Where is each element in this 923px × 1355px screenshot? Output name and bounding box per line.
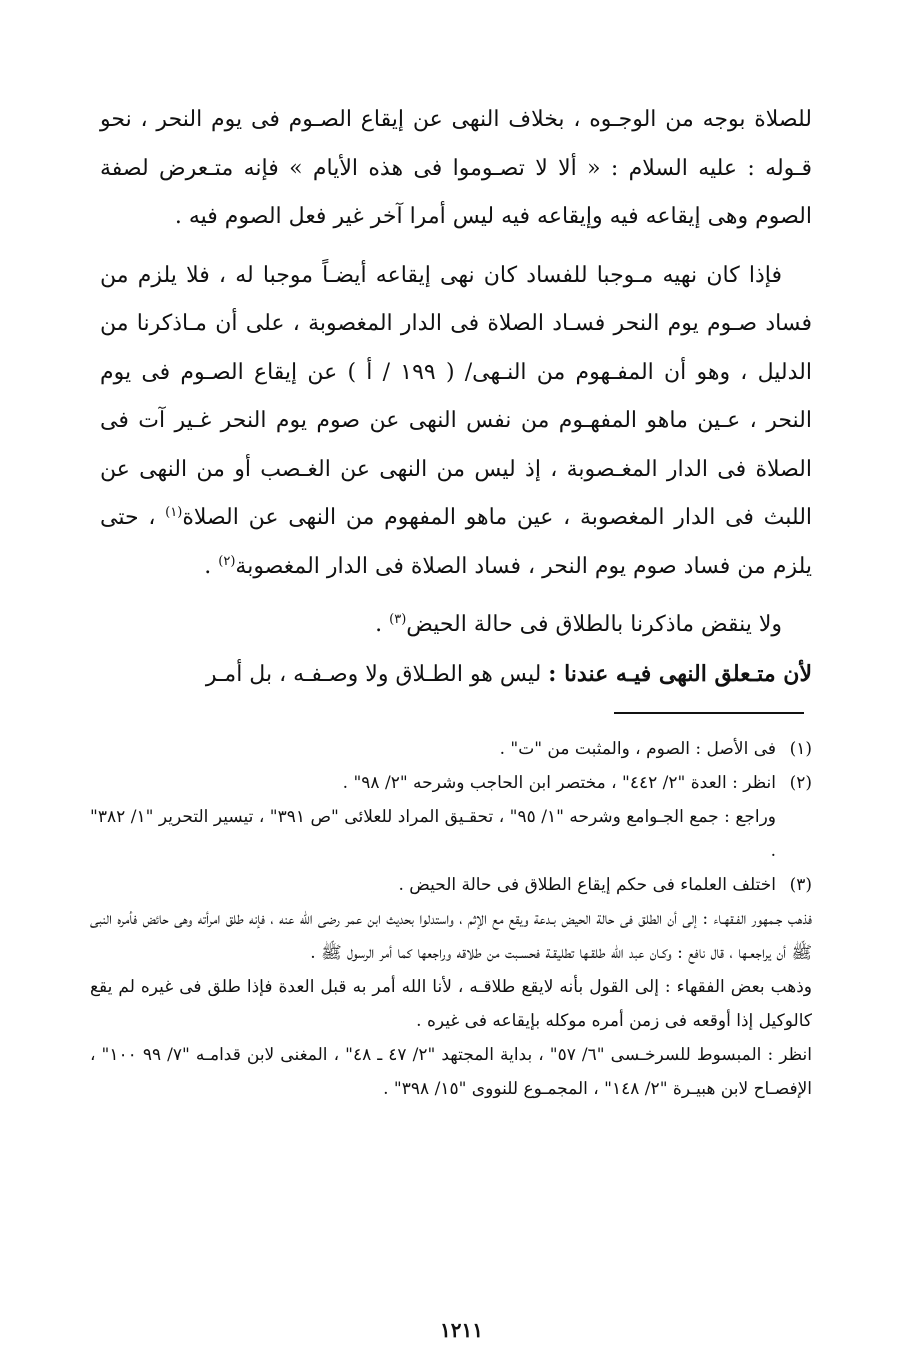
footnotes <box>90 732 812 1106</box>
footnote-ref-1: (١) <box>165 505 183 520</box>
paragraph-2 <box>100 252 812 592</box>
footnote-1-text: فى الأصل : الصوم ، والمثبت من "ت" . <box>499 739 776 759</box>
footnote-separator <box>614 712 804 714</box>
paragraph-4-heading: لأن متـعلق النهى فيـه عندنا : <box>548 660 812 687</box>
footnote-ref-2: (٢) <box>218 553 236 569</box>
footnote-2-number: (٢) <box>789 773 812 793</box>
footnote-3-text-b: فذهب جـمهور الفـقهـاء : إلى أن الطلق فى حالة الحيض بـدعة ويقع مع الإثم ، واستدلوا بحديث ابن عمر رضى الله عنه ، فإنه طلق امرأته وهى حائض فأمره النبى ﷺ أن يراجعـها ، قال نافع : وكـان عبد الله طلقـها تطليقـة فحسـبت من طلاقه وراجعها كما أمر الرسول ﷺ . <box>90 909 812 963</box>
page-number: ١٢١١ <box>440 1318 483 1342</box>
footnote-2 <box>90 766 812 800</box>
footnote-3-text-c: وذهب بعض الفقهاء : إلى القول بأنه لايقع طلاقـه ، لأنا الله أمر به قبل العدة فإذا طلق فى غيره لم يقع كالوكيل إذا أوقعه فى زمن أمره موكله بإيقاعه فى غيره . <box>90 977 813 1031</box>
paragraph-4 <box>100 650 812 700</box>
footnote-1-number: (١) <box>789 739 812 759</box>
paragraph-3 <box>100 601 812 650</box>
paragraph-4-text: ليس هو الطـلاق ولا وصـفـه ، بل أمـر <box>205 661 549 687</box>
footnote-3 <box>90 868 812 902</box>
footnote-1 <box>90 732 812 766</box>
footnote-2-text-b: وراجع : جمع الجـوامع وشرحه "١/ ٩٥" ، تحقـيق المراد للعلائى "ص ٣٩١" ، تيسير التحرير "١/ ٣٨٢" . <box>90 807 777 861</box>
footnote-3-number: (٣) <box>789 875 812 895</box>
paragraph-1: للصلاة بوجه من الوجـوه ، بخلاف النهى عن إيقاع الصـوم فى يوم النحر ، نحو قـوله : عليه السلام : « ألا لا تصـوموا فى هذه الأيام » فإنه متـعرض لصفة الصوم وهى إيقاعه فيه وإيقاعه فيه ليس أمرا آخر غير فعل الصوم فيه . <box>100 107 812 229</box>
footnote-2-text-a: انظر : العدة "٢/ ٤٤٢" ، مختصر ابن الحاجب وشرحه "٢/ ٩٨" . <box>342 773 776 793</box>
paragraph-3-text: ولا ينقض ماذكرنا بالطلاق فى حالة الحيض <box>406 612 782 637</box>
footnote-ref-3: (٣) <box>389 612 407 627</box>
main-text <box>100 96 812 699</box>
paragraph-2-text-c: . <box>204 553 219 579</box>
footnote-3-text-d: انظر : المبسوط للسرخـسى "٦/ ٥٧" ، بداية المجتهد "٢/ ٤٧ ـ ٤٨" ، المغنى لابن قدامـه "٧/ ٩٩ ١٠٠" ، الإفصـاح لابن هبيـرة "٢/ ١٤٨" ، المجمـوع للنووى "١٥/ ٣٩٨" . <box>90 1045 812 1099</box>
paragraph-2-text-a: فإذا كان نهيه مـوجبا للفساد كان نهى إيقاعه أيضـاً موجبا له ، فلا يلزم من فساد صـوم يوم النحر فسـاد الصلاة فى الدار المغصوبة ، على أن مـاذكرنا من الدليل ، وهو أن المفـهوم من النـهى/ ( ١٩٩ / أ ) عن إيقاع الصـوم فى يوم النحر ، عـين ماهو المفهـوم من نفس النهى عن صوم يوم النحر غـير آت فى الصلاة فى الدار المغـصوبة ، إذ ليس من النهى عن الغـصب أو من النهى عن اللبث فى الدار المغصوبة ، عين ماهو المفهوم من النهى عن الصلاة <box>100 262 813 530</box>
paragraph-2-text-b: ، حتى يلزم من فساد صوم يوم النحر ، فساد الصلاة فى الدار المغصوبة <box>100 505 812 579</box>
footnote-3-text-a: اختلف العلماء فى حكم إيقاع الطلاق فى حالة الحيض . <box>398 875 776 895</box>
paragraph-3-end: . <box>375 612 390 637</box>
